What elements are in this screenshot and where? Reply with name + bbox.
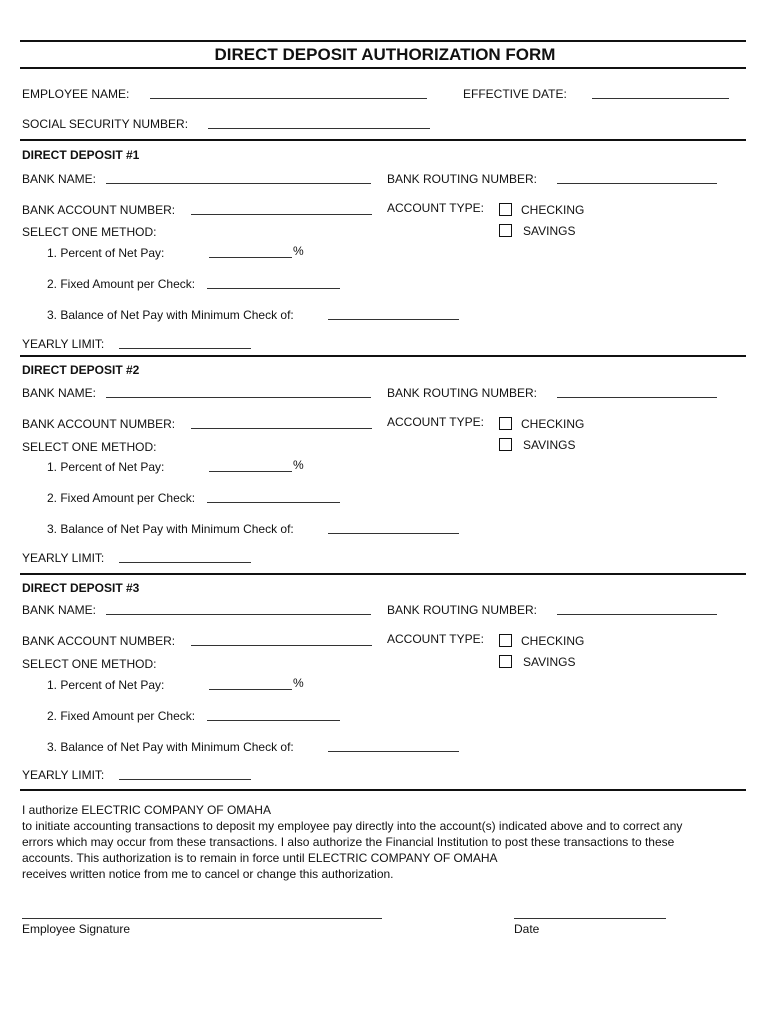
section-rule-4	[20, 789, 746, 791]
select-method-label: SELECT ONE METHOD:	[22, 657, 157, 671]
percent-field[interactable]	[209, 461, 292, 472]
authorization-line: receives written notice from me to cancel or change this authorization.	[22, 867, 394, 881]
routing-number-field[interactable]	[557, 604, 717, 615]
yearly-limit-field[interactable]	[119, 338, 251, 349]
top-rule	[20, 40, 746, 42]
effective-date-field[interactable]	[592, 88, 729, 99]
deposit-heading: DIRECT DEPOSIT #3	[22, 581, 140, 595]
routing-number-field[interactable]	[557, 387, 717, 398]
bank-name-label: BANK NAME:	[22, 172, 97, 186]
section-rule-1	[20, 139, 746, 141]
percent-sign: %	[293, 676, 304, 690]
select-method-label: SELECT ONE METHOD:	[22, 440, 157, 454]
minimum-check-field[interactable]	[328, 523, 459, 534]
yearly-limit-field[interactable]	[119, 769, 251, 780]
section-rule-3	[20, 573, 746, 575]
method-fixed-label: 2. Fixed Amount per Check:	[47, 491, 196, 505]
account-number-label: BANK ACCOUNT NUMBER:	[22, 634, 176, 648]
account-number-label: BANK ACCOUNT NUMBER:	[22, 203, 176, 217]
routing-number-label: BANK ROUTING NUMBER:	[387, 386, 538, 400]
checking-label: CHECKING	[521, 417, 585, 431]
method-percent-label: 1. Percent of Net Pay:	[47, 460, 165, 474]
account-number-field[interactable]	[191, 418, 372, 429]
savings-label: SAVINGS	[523, 224, 576, 238]
page-title: DIRECT DEPOSIT AUTHORIZATION FORM	[214, 45, 556, 64]
fixed-amount-field[interactable]	[207, 710, 340, 721]
effective-date-label: EFFECTIVE DATE:	[463, 87, 567, 101]
method-fixed-label: 2. Fixed Amount per Check:	[47, 277, 196, 291]
savings-checkbox[interactable]	[499, 655, 512, 668]
yearly-limit-label: YEARLY LIMIT:	[22, 551, 105, 565]
authorization-line: I authorize ELECTRIC COMPANY OF OMAHA	[22, 803, 271, 817]
account-number-label: BANK ACCOUNT NUMBER:	[22, 417, 176, 431]
select-method-label: SELECT ONE METHOD:	[22, 225, 157, 239]
authorization-line: errors which may occur from these transactions. I also authorize the Financial Institution to post these transactions to these	[22, 835, 675, 849]
savings-checkbox[interactable]	[499, 438, 512, 451]
percent-sign: %	[293, 244, 304, 258]
checking-label: CHECKING	[521, 634, 585, 648]
method-balance-label: 3. Balance of Net Pay with Minimum Check of:	[47, 740, 294, 754]
account-type-label: ACCOUNT TYPE:	[387, 415, 484, 429]
savings-label: SAVINGS	[523, 438, 576, 452]
bank-name-field[interactable]	[106, 173, 371, 184]
deposit-heading: DIRECT DEPOSIT #2	[22, 363, 140, 377]
yearly-limit-field[interactable]	[119, 552, 251, 563]
fixed-amount-field[interactable]	[207, 492, 340, 503]
checking-checkbox[interactable]	[499, 417, 512, 430]
employee-signature-field[interactable]	[22, 908, 382, 919]
authorization-text	[22, 802, 722, 882]
percent-field[interactable]	[209, 679, 292, 690]
ssn-field[interactable]	[208, 118, 430, 129]
bank-name-label: BANK NAME:	[22, 386, 97, 400]
method-percent-label: 1. Percent of Net Pay:	[47, 678, 165, 692]
authorization-line: accounts. This authorization is to remain in force until ELECTRIC COMPANY OF OMAHA	[22, 851, 498, 865]
employee-name-label: EMPLOYEE NAME:	[22, 87, 130, 101]
date-label: Date	[514, 922, 540, 936]
percent-sign: %	[293, 458, 304, 472]
account-number-field[interactable]	[191, 635, 372, 646]
title-rule	[20, 67, 746, 69]
ssn-label: SOCIAL SECURITY NUMBER:	[22, 117, 189, 131]
yearly-limit-label: YEARLY LIMIT:	[22, 768, 105, 782]
employee-signature-label: Employee Signature	[22, 922, 131, 936]
bank-name-label: BANK NAME:	[22, 603, 97, 617]
employee-name-field[interactable]	[150, 88, 427, 99]
method-percent-label: 1. Percent of Net Pay:	[47, 246, 165, 260]
section-rule-2	[20, 355, 746, 357]
method-fixed-label: 2. Fixed Amount per Check:	[47, 709, 196, 723]
checking-checkbox[interactable]	[499, 634, 512, 647]
deposit-heading: DIRECT DEPOSIT #1	[22, 148, 140, 162]
date-field[interactable]	[514, 908, 666, 919]
savings-checkbox[interactable]	[499, 224, 512, 237]
method-balance-label: 3. Balance of Net Pay with Minimum Check of:	[47, 522, 294, 536]
routing-number-label: BANK ROUTING NUMBER:	[387, 603, 538, 617]
account-type-label: ACCOUNT TYPE:	[387, 201, 484, 215]
account-type-label: ACCOUNT TYPE:	[387, 632, 484, 646]
bank-name-field[interactable]	[106, 387, 371, 398]
method-balance-label: 3. Balance of Net Pay with Minimum Check of:	[47, 308, 294, 322]
fixed-amount-field[interactable]	[207, 278, 340, 289]
minimum-check-field[interactable]	[328, 741, 459, 752]
yearly-limit-label: YEARLY LIMIT:	[22, 337, 105, 351]
percent-field[interactable]	[209, 247, 292, 258]
savings-label: SAVINGS	[523, 655, 576, 669]
routing-number-label: BANK ROUTING NUMBER:	[387, 172, 538, 186]
minimum-check-field[interactable]	[328, 309, 459, 320]
account-number-field[interactable]	[191, 204, 372, 215]
checking-label: CHECKING	[521, 203, 585, 217]
authorization-line: to initiate accounting transactions to deposit my employee pay directly into the account(s) indicated above and to correct any	[22, 819, 683, 833]
bank-name-field[interactable]	[106, 604, 371, 615]
checking-checkbox[interactable]	[499, 203, 512, 216]
routing-number-field[interactable]	[557, 173, 717, 184]
